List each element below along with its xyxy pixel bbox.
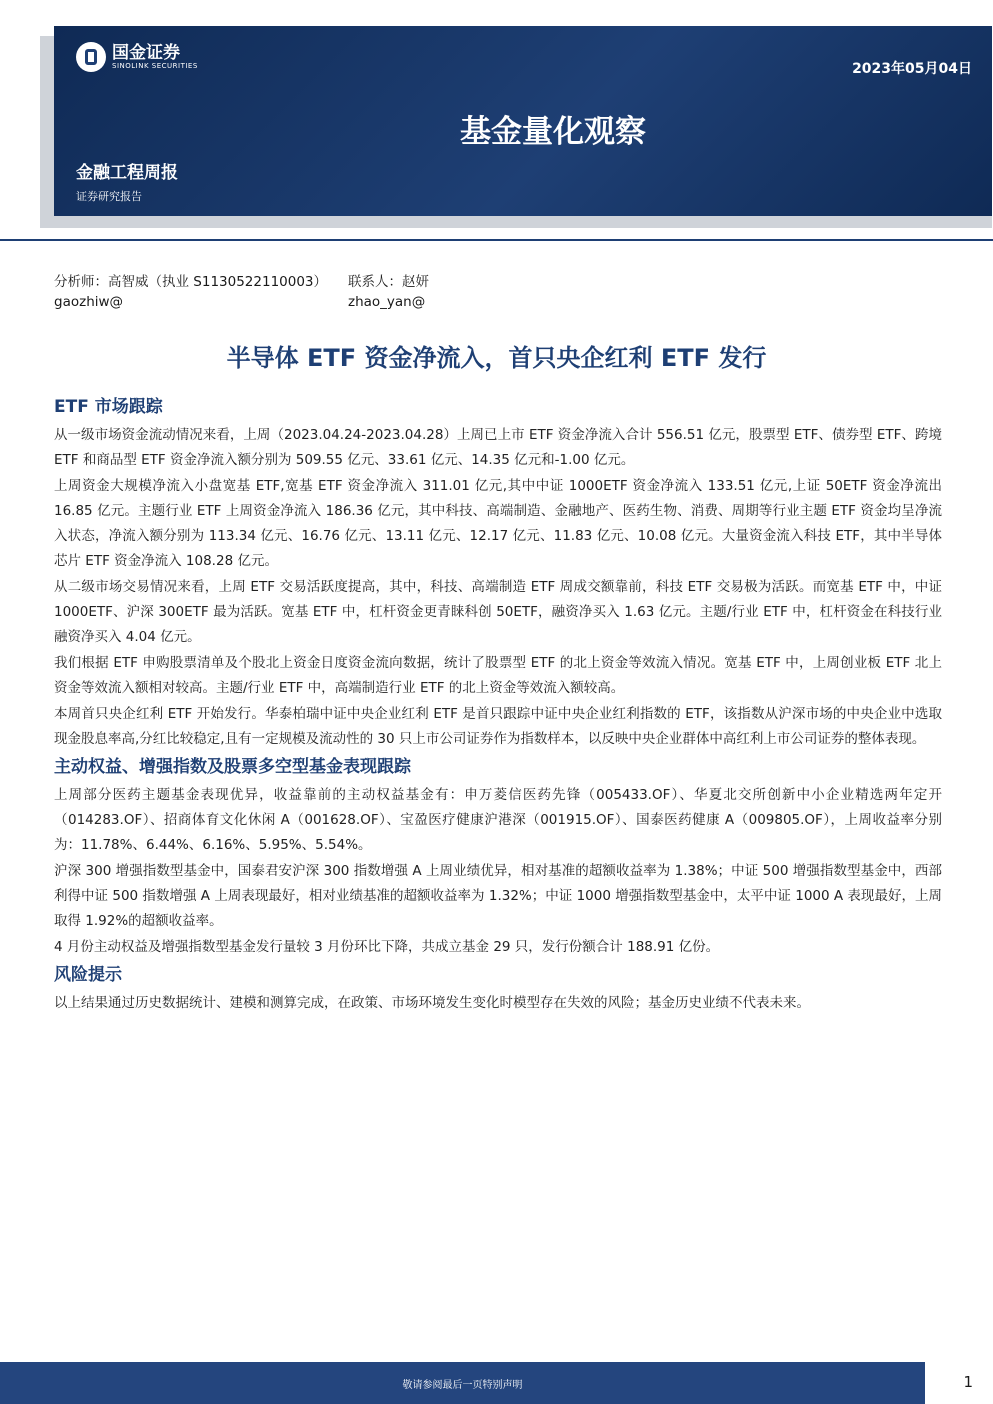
paragraph: 从二级市场交易情况来看，上周 ETF 交易活跃度提高，其中，科技、高端制造 ETF 周成交额靠前，科技 ETF 交易极为活跃。而宽基 ETF 中，中证 1000ETF、沪深 300ETF 最为活跃。宽基 ETF 中，杠杆资金更青睐科创 50ETF，融资净买入 1.63 亿元。主题/行业 ETF 中，杠杆资金在科技行业融资净买入 4.04 亿元。: [54, 579, 942, 645]
report-type: 金融工程周报: [76, 163, 178, 183]
report-title: 基金量化观察: [460, 114, 646, 150]
section-title-etf: ETF 市场跟踪: [54, 397, 163, 417]
paragraph: 我们根据 ETF 申购股票清单及个股北上资金日度资金流向数据，统计了股票型 ETF 的北上资金等效流入情况。宽基 ETF 中，上周创业板 ETF 北上资金等效流入额相对较高。主题/行业 ETF 中，高端制造行业 ETF 的北上资金等效流入额较高。: [54, 655, 942, 696]
report-date: 2023年05月04日: [852, 61, 972, 77]
section-title-risk: 风险提示: [54, 965, 122, 985]
contact-name: 联系人：赵妍: [348, 274, 429, 290]
analyst-name: 分析师：高智威（执业 S1130522110003）: [54, 274, 328, 290]
report-subtype: 证券研究报告: [76, 190, 142, 203]
company-logo: [76, 42, 198, 72]
paragraph: 从一级市场资金流动情况来看，上周（2023.04.24-2023.04.28）上周已上市 ETF 资金净流入合计 556.51 亿元，股票型 ETF、债券型 ETF、跨境 ETF 和商品型 ETF 资金净流入额分别为 509.55 亿元、33.61 亿元、14.35 亿元和-1.00 亿元。: [54, 427, 942, 468]
logo-name-cn: 国金证券: [112, 42, 180, 63]
paragraph: 4 月份主动权益及增强指数型基金发行量较 3 月份环比下降，共成立基金 29 只，发行份额合计 188.91 亿份。: [54, 939, 720, 955]
logo-name-en: SINOLINK SECURITIES: [112, 61, 198, 70]
paragraph: 上周资金大规模净流入小盘宽基 ETF,宽基 ETF 资金净流入 311.01 亿元,其中中证 1000ETF 资金净流入 133.51 亿元,上证 50ETF 资金净流出 16.85 亿元。主题行业 ETF 上周资金净流入 186.36 亿元，其中科技、高端制造、金融地产、医药生物、消费、周期等行业主题 ETF 资金均呈净流入状态，净流入额分别为 113.34 亿元、16.76 亿元、13.11 亿元、12.17 亿元、11.83 亿元、10.08 亿元。大量资金流入科技 ETF，其中半导体芯片 ETF 资金净流入 108.28 亿元。: [54, 478, 942, 569]
analyst-email: gaozhiw@: [54, 294, 124, 310]
footer-disclaimer: 敬请参阅最后一页特别声明: [402, 1380, 523, 1391]
contact-email: zhao_yan@: [348, 294, 426, 310]
header-divider: [0, 239, 993, 241]
logo-icon: [76, 42, 106, 72]
headline: 半导体 ETF 资金净流入，首只央企红利 ETF 发行: [226, 344, 767, 372]
paragraph: 沪深 300 增强指数型基金中，国泰君安沪深 300 指数增强 A 上周业绩优异，相对基准的超额收益率为 1.38%；中证 500 增强指数型基金中，西部利得中证 500 指数增强 A 上周表现最好，相对业绩基准的超额收益率为 1.32%；中证 1000 增强指数型基金中，太平中证 1000 A 表现最好，上周取得 1.92%的超额收益率。: [54, 863, 942, 929]
analyst-block: [54, 272, 429, 312]
paragraph: 上周部分医药主题基金表现优异，收益靠前的主动权益基金有：申万菱信医药先锋（005433.OF）、华夏北交所创新中小企业精选两年定开（014283.OF）、招商体育文化休闲 A（001628.OF）、宝盈医疗健康沪港深（001915.OF）、国泰医药健康 A（009805.OF），上周收益率分别为：11.78%、6.44%、6.16%、5.95%、5.54%。: [54, 787, 942, 853]
report-body: [54, 393, 942, 1017]
section-title-active-equity: 主动权益、增强指数及股票多空型基金表现跟踪: [54, 757, 411, 777]
paragraph: 以上结果通过历史数据统计、建模和测算完成，在政策、市场环境发生变化时模型存在失效的风险；基金历史业绩不代表未来。: [54, 995, 810, 1011]
paragraph: 本周首只央企红利 ETF 开始发行。华泰柏瑞中证中央企业红利 ETF 是首只跟踪中证中央企业红利指数的 ETF，该指数从沪深市场的中央企业中选取现金股息率高,分红比较稳定,且有一定规模及流动性的 30 只上市公司证券作为指数样本，以反映中央企业群体中高红利上市公司证券的整体表现。: [54, 706, 942, 747]
page-number: 1: [963, 1373, 973, 1391]
report-header: [54, 26, 992, 216]
